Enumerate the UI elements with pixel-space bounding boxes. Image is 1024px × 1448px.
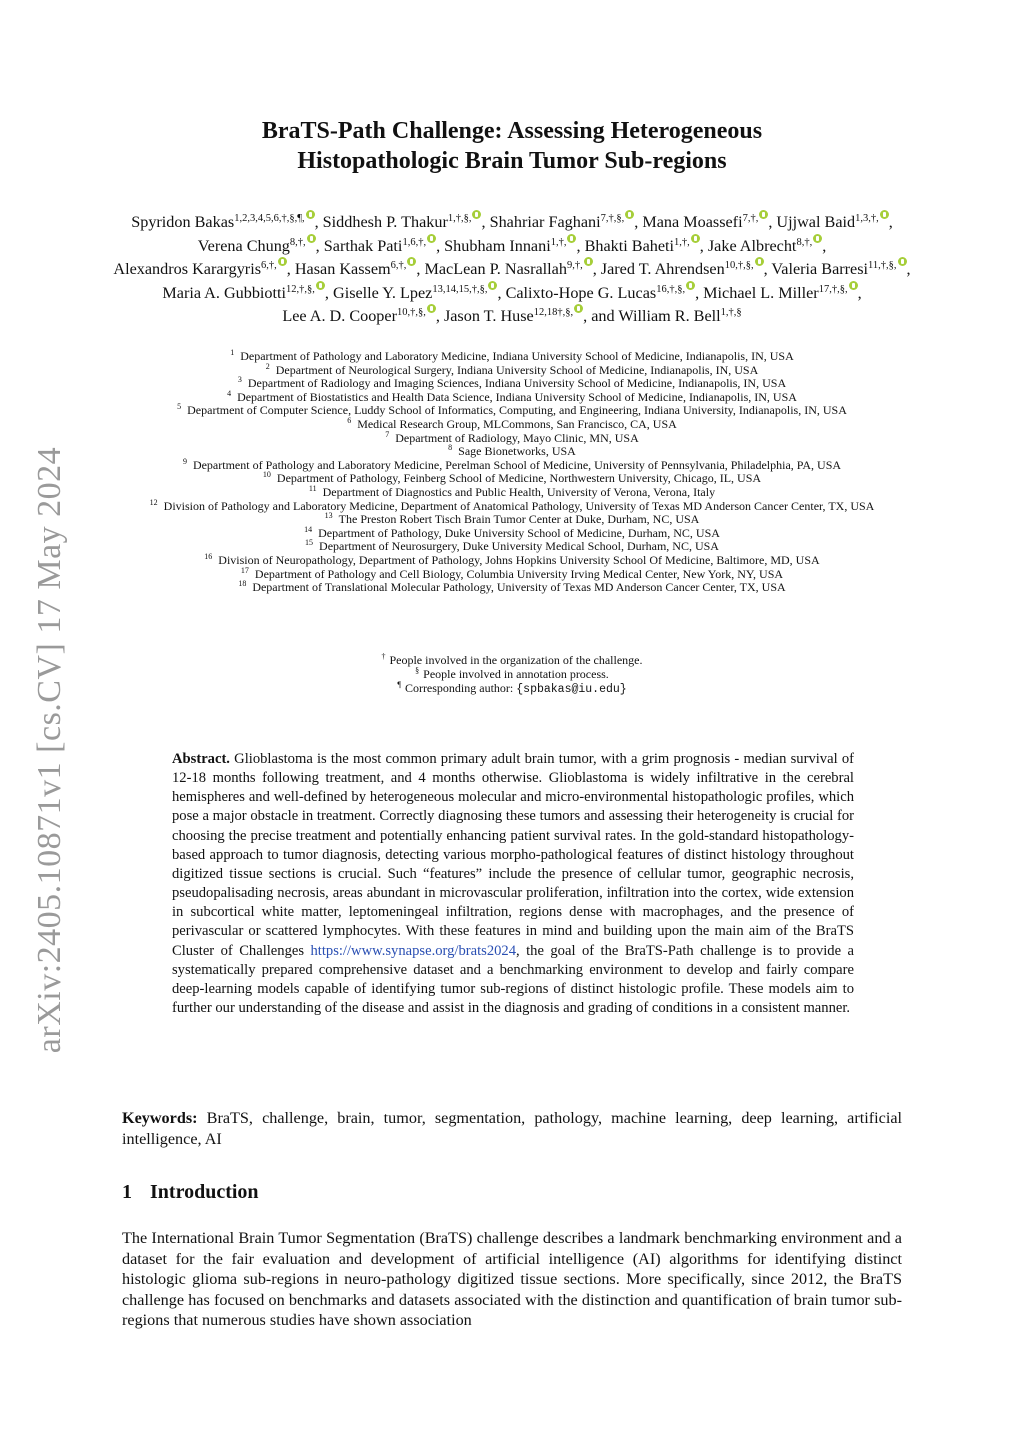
keywords-text: BraTS, challenge, brain, tumor, segmentation, pathology, machine learning, deep learning, artificial intelligence, AI [122, 1109, 903, 1148]
note-annotators: § People involved in annotation process. [415, 665, 609, 681]
author: Valeria Barresi$^{11,\dagger,\S,}$ , [771, 260, 910, 278]
affiliation-item: $^{18}$ Department of Translational Molecular Pathology, University of Texas MD Anderson Cancer Center, TX, USA [238, 579, 786, 595]
affiliation-item: $^{10}$ Department of Pathology, Feinberg School of Medicine, Northwestern University, Chicago, IL, USA [262, 470, 762, 486]
abstract-label: Abstract. [172, 751, 230, 767]
arxiv-stamp [10, 440, 90, 1060]
author: Lee A. D. Cooper$^{10,\dagger,\S,}$ , [282, 307, 440, 325]
author: Spyridon Bakas$^{1,2,3,4,5,6,\dagger,\S,\P,}$ , [131, 213, 318, 231]
orcid-icon[interactable] [880, 210, 889, 219]
author: Ujjwal Baid$^{1,3,\dagger,}$ , [776, 213, 892, 231]
author: Shubham Innani$^{1,\dagger,}$ , [444, 237, 580, 255]
affiliation-item: $^5$ Department of Computer Science, Luddy School of Informatics, Computing, and Engineering, Indiana University, Indianapolis, IN, USA [177, 402, 847, 418]
corresponding-email[interactable]: {spbakas@iu.edu} [516, 682, 627, 696]
author: MacLean P. Nasrallah$^{9,\dagger,}$ , [424, 260, 596, 278]
orcid-icon[interactable] [407, 257, 416, 266]
title-line-2: Histopathologic Brain Tumor Sub-regions [297, 148, 727, 174]
abstract-text-2: , the goal of the BraTS-Path challenge is to provide a systematically prepared comprehensive dataset and a benchmarking environment to develop and fairly compare deep-learning models capable of identifying tumor sub-regions of distinct histologic profile. These models aim to further our understanding of the disease and assist in the diagnosis and grading of conditions in a consistent manner. [172, 942, 854, 1017]
affiliation-item: $^{12}$ Division of Pathology and Laboratory Medicine, Department of Anatomical Pathology, University of Texas MD Anderson Cancer Center, TX, USA [149, 497, 875, 513]
affiliation-item: $^{14}$ Department of Pathology, Duke University School of Medicine, Durham, NC, USA [304, 524, 720, 540]
author: Michael L. Miller$^{17,\dagger,\S,}$ , [703, 284, 861, 302]
author: Jake Albrecht$^{8,\dagger,}$ , [708, 237, 826, 255]
section-number: 1 [122, 1181, 132, 1203]
author: and William R. Bell$^{1,\dagger,\S}$ [591, 307, 742, 326]
affiliation-item: $^{13}$ The Preston Robert Tisch Brain Tumor Center at Duke, Durham, NC, USA [324, 511, 700, 527]
abstract [172, 750, 854, 1018]
orcid-icon[interactable] [813, 234, 822, 243]
author: Sarthak Pati$^{1,6,\dagger,}$ , [324, 237, 440, 255]
author: Mana Moassefi$^{7,\dagger,}$ , [642, 213, 772, 231]
orcid-icon[interactable] [306, 210, 315, 219]
author-notes [118, 654, 906, 696]
section-heading [122, 1181, 259, 1204]
orcid-icon[interactable] [625, 210, 634, 219]
author: Jason T. Huse$^{12,18\dagger,\S,}$ , [444, 307, 587, 325]
author: Calixto-Hope G. Lucas$^{16,\dagger,\S,}$ , [506, 284, 700, 302]
affiliation-item: $^8$ Sage Bionetworks, USA [448, 443, 576, 459]
affiliation-item: $^9$ Department of Pathology and Laboratory Medicine, Perelman School of Medicine, University of Pennsylvania, Philadelphia, PA, USA [182, 456, 842, 472]
author: Maria A. Gubbiotti$^{12,\dagger,\S,}$ , [162, 284, 329, 302]
section-title: Introduction [150, 1181, 259, 1203]
author: Hasan Kassem$^{6,\dagger,}$ , [295, 260, 421, 278]
orcid-icon[interactable] [759, 210, 768, 219]
abstract-text-1: Glioblastoma is the most common primary adult brain tumor, with a grim prognosis - median survival of 12-18 months following treatment, and 4 months otherwise. Glioblastoma is widely infiltrative in the cerebral hemispheres and well-defined by heterogeneous molecular and micro-environmental histopathologic profiles, which pose a major obstacle in treatment. Correctly diagnosing these tumors and assessing their heterogeneity is crucial for choosing the precise treatment and potentially enhancing patient survival rates. In the gold-standard histopathology-based approach to tumor diagnosis, detecting various morpho-pathological features of distinct histology throughout digitized tissue sections is crucial. Such “features” include the presence of cellular tumor, geographic necrosis, pseudopalisading necrosis, areas abundant in microvascular proliferation, infiltration into the cortex, wide extension in subcortical white matter, leptomeningeal infiltration, regions dense with macrophages, and the presence of perivascular or scattered lymphocytes. With these features in mind and building upon the main aim of the BraTS Cluster of Challenges [172, 751, 854, 959]
orcid-icon[interactable] [574, 304, 583, 313]
orcid-icon[interactable] [849, 281, 858, 290]
author: Jared T. Ahrendsen$^{10,\dagger,\S,}$ , [601, 260, 768, 278]
intro-paragraph: The International Brain Tumor Segmentation (BraTS) challenge describes a landmark benchmarking environment and a dataset for the fair evaluation and development of artificial intelligence (AI) algorithms for identifying distinct histologic glioma sub-regions in neuro-pathology digitized tissue sections. More specifically, since 2012, the BraTS challenge has focused on benchmarks and datasets associated with the distinction and quantification of brain tumor sub-regions that numerous studies have shown association [122, 1229, 902, 1330]
affiliation-item: $^{17}$ Department of Pathology and Cell Biology, Columbia University Irving Medical Center, New York, NY, USA [240, 565, 784, 581]
note-corresponding: ¶ Corresponding author: {spbakas@iu.edu} [397, 679, 627, 696]
orcid-icon[interactable] [691, 234, 700, 243]
author: Bhakti Baheti$^{1,\dagger,}$ , [585, 237, 704, 255]
affiliation-list [118, 350, 906, 595]
author: Alexandros Karargyris$^{6,\dagger,}$ , [113, 260, 290, 278]
author: Verena Chung$^{8,\dagger,}$ , [198, 237, 320, 255]
orcid-icon[interactable] [316, 281, 325, 290]
affiliation-item: $^3$ Department of Radiology and Imaging Sciences, Indiana University School of Medicine, Indianapolis, IN, USA [237, 375, 787, 391]
brats-link[interactable]: https://www.synapse.org/brats2024 [310, 942, 517, 959]
author: Shahriar Faghani$^{7,\dagger,\S,}$ , [490, 213, 639, 231]
author-list [112, 210, 912, 328]
arxiv-stamp-text: arXiv:2405.10871v1 [cs.CV] 17 May 2024 [31, 446, 69, 1054]
affiliation-item: $^7$ Department of Radiology, Mayo Clinic, MN, USA [385, 429, 639, 445]
affiliation-item: $^6$ Medical Research Group, MLCommons, San Francisco, CA, USA [347, 415, 677, 431]
affiliation-item: $^2$ Department of Neurological Surgery, Indiana University School of Medicine, Indianapolis, IN, USA [265, 361, 759, 377]
orcid-icon[interactable] [584, 257, 593, 266]
affiliation-item: $^1$ Department of Pathology and Laboratory Medicine, Indiana University School of Medicine, Indianapolis, IN, USA [230, 348, 794, 363]
affiliation-item: $^{15}$ Department of Neurosurgery, Duke University Medical School, Durham, NC, USA [305, 538, 719, 554]
author: Siddhesh P. Thakur$^{1,\dagger,\S,}$ , [323, 213, 486, 231]
orcid-icon[interactable] [278, 257, 287, 266]
paper-title [120, 116, 904, 176]
title-line-1: BraTS-Path Challenge: Assessing Heterogeneous [261, 118, 763, 144]
orcid-icon[interactable] [898, 257, 907, 266]
note-organizers: † People involved in the organization of the challenge. [381, 652, 643, 667]
affiliation-item: $^{11}$ Department of Diagnostics and Public Health, University of Verona, Verona, Italy [308, 483, 716, 499]
orcid-icon[interactable] [755, 257, 764, 266]
orcid-icon[interactable] [427, 234, 436, 243]
keywords-label: Keywords: [122, 1109, 198, 1127]
affiliation-item: $^{16}$ Division of Neuropathology, Department of Pathology, Johns Hopkins University School Of Medicine, Baltimore, MD, USA [204, 551, 820, 567]
affiliation-item: $^4$ Department of Biostatistics and Health Data Science, Indiana University School of Medicine, Indianapolis, IN, USA [227, 388, 797, 404]
orcid-icon[interactable] [686, 281, 695, 290]
orcid-icon[interactable] [307, 234, 316, 243]
author: Giselle Y. Lpez$^{13,14,15,\dagger,\S,}$ , [333, 284, 502, 302]
keywords [122, 1108, 902, 1150]
orcid-icon[interactable] [427, 304, 436, 313]
